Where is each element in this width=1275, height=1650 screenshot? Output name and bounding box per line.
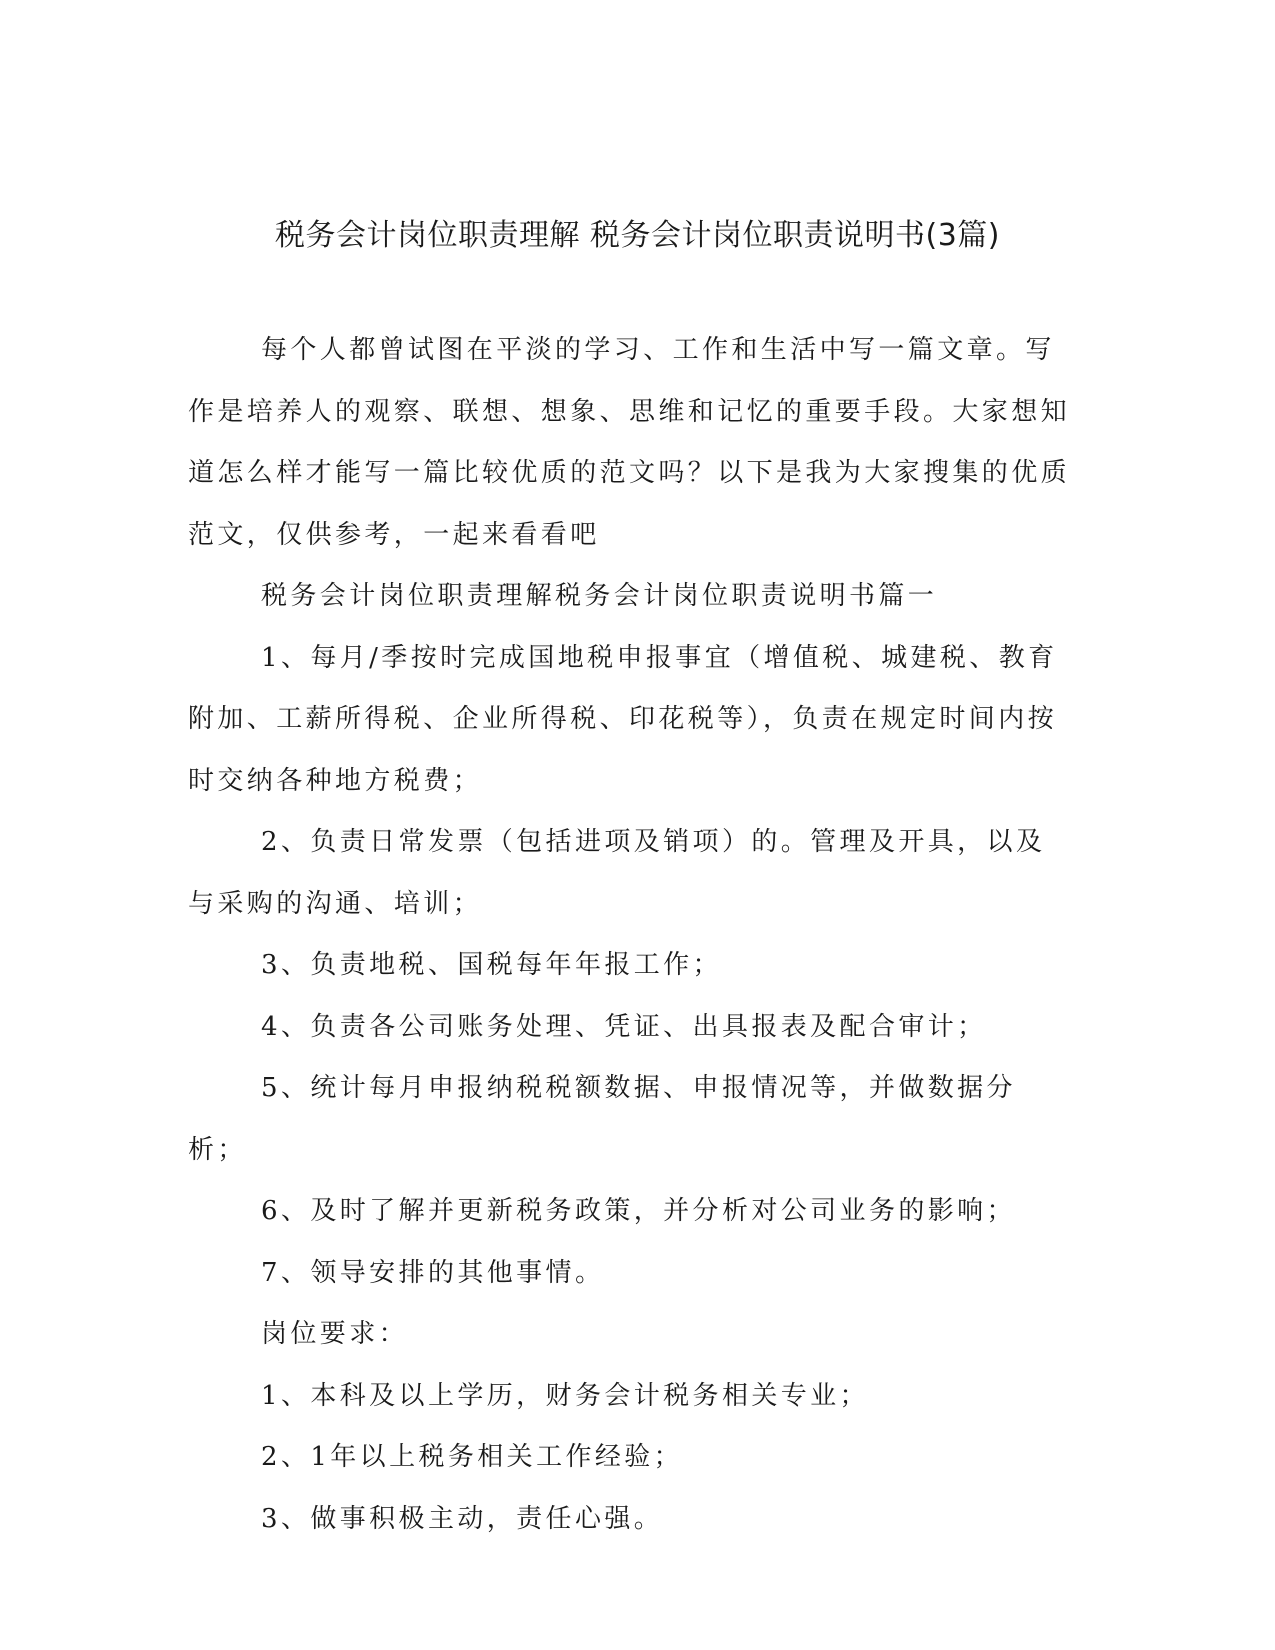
duty-item-3: 3、负责地税、国税每年年报工作；	[261, 950, 722, 980]
section-heading: 税务会计岗位职责理解税务会计岗位职责说明书篇一	[261, 581, 938, 611]
duty-item-6: 6、及时了解并更新税务政策，并分析对公司业务的影响；	[261, 1196, 1016, 1226]
duty-item-4: 4、负责各公司账务处理、凭证、出具报表及配合审计；	[261, 1011, 987, 1042]
document-body	[188, 320, 1072, 1550]
duty-item-1: 1、每月/季按时完成国地税申报事宜（增值税、城建税、教育附加、工薪所得税、企业所得税、印花税等），负责在规定时间内按时交纳各种地方税费；	[188, 642, 1058, 796]
duty-item-2: 2、负责日常发票（包括进项及销项）的。管理及开具，以及与采购的沟通、培训；	[188, 827, 1046, 919]
requirements-heading: 岗位要求：	[261, 1319, 409, 1349]
requirement-item-3: 3、做事积极主动，责任心强。	[261, 1503, 664, 1534]
document-title: 税务会计岗位职责理解 税务会计岗位职责说明书(3篇)	[274, 218, 1001, 253]
duty-item-7: 7、领导安排的其他事情。	[261, 1257, 605, 1288]
requirement-item-2: 2、1年以上税务相关工作经验；	[261, 1442, 684, 1472]
requirement-item-1: 1、本科及以上学历，财务会计税务相关专业；	[261, 1380, 869, 1411]
intro-paragraph: 每个人都曾试图在平淡的学习、工作和生活中写一篇文章。写作是培养人的观察、联想、想象、思维和记忆的重要手段。大家想知道怎么样才能写一篇比较优质的范文吗？以下是我为大家搜集的优质范文，仅供参考，一起来看看吧	[188, 335, 1071, 550]
duty-item-5: 5、统计每月申报纳税税额数据、申报情况等，并做数据分析；	[188, 1073, 1016, 1165]
